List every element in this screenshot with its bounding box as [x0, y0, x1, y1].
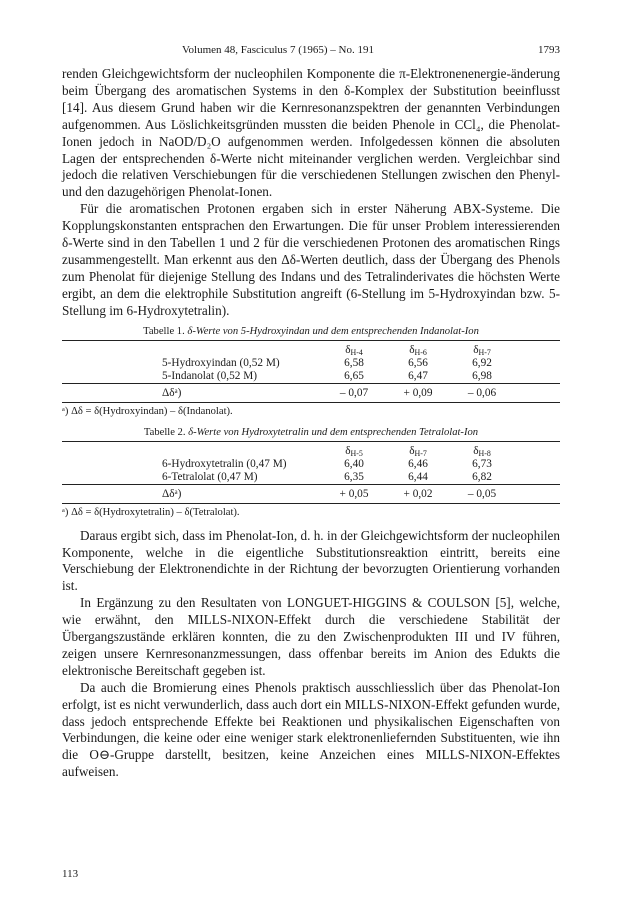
paragraph-3: Daraus ergibt sich, dass im Phenolat-Ion, d. h. in der Gleichgewichtsform der nucleophilen Komponente, welche in die eigentliche Substitutionsreaktion eintritt, bereits eine Verschiebung der Elektronendichte in der Richtung der bevorzugten Orientierung vorhanden ist.	[62, 527, 560, 594]
column-header: $\delta_{H-5}$	[322, 441, 386, 458]
table-2-title: δ-Werte von Hydroxytetralin und dem entsprechenden Tetralolat-Ion	[188, 426, 479, 438]
table-row: 5-Hydroxyindan (0,52 M) 6,58 6,56 6,92	[162, 356, 492, 369]
paragraph-1: renden Gleichgewichtsform der nucleophilen Komponente die π-Elektronenenergie-änderung beim Übergang des aromatischen Systems in den δ-Komplex der Substitution beeinflusst [14]. Aus diesem Grund haben wir die Kernresonanzspektren der genannten Verbindungen aufgenommen. Aus Löslichkeitsgründen mussten die beiden Phenole in CCl₄, die Phenolat-Ionen jedoch in NaOD/D₂O aufgenommen werden. Infolgedessen können die absoluten Lagen der entsprechenden δ-Werte nicht miteinander verglichen werden. Vergleichbar sind jedoch die relativen Verschiebungen für die verschiedenen Stellungen zwischen den Phenyl- und den dazugehörigen Phenolat-Ionen.	[62, 66, 560, 200]
paragraph-4: In Ergänzung zu den Resultaten von LONGUET-HIGGINS & COULSON [5], welche, wie erwähnt, den MILLS-NIXON-Effekt durch die verschiedene Stabilität der Übergangszustände erklären konnten, die zu den Zwischenprodukten III und IV führen, zeigen unsere Kernresonanzmessungen, dass offenbar bereits im Anion des Edukts die elektronische Bereitschaft gegeben ist.	[62, 595, 560, 678]
table-1	[62, 340, 560, 403]
table-row: 6-Tetralolat (0,47 M) 6,35 6,44 6,82	[62, 471, 560, 485]
column-header: $\delta_{H-7}$	[386, 441, 450, 458]
table-1-caption	[62, 326, 560, 337]
table-row	[62, 340, 560, 357]
table-row-delta: Δδᵃ) – 0,07 + 0,09 – 0,06	[62, 383, 560, 402]
table-2-label: Tabelle 2.	[143, 426, 186, 438]
table-row: 6-Hydroxytetralin (0,47 M) 6,40 6,46 6,73	[162, 457, 492, 470]
column-header: $\delta_{H-4}$	[322, 340, 386, 357]
table-2-footnote: ᵃ) Δδ = δ(Hydroxytetralin) – δ(Tetralolat).	[62, 506, 240, 518]
page-number: 1793	[538, 44, 560, 56]
column-header: $\delta_{H-6}$	[386, 340, 450, 357]
running-head	[62, 44, 560, 56]
column-header: $\delta_{H-8}$	[450, 441, 514, 458]
table-2-caption	[62, 427, 560, 438]
paragraph-2: Für die aromatischen Protonen ergaben sich in erster Näherung ABX-Systeme. Die Kopplungskonstanten entsprachen den Erwartungen. Die für unser Problem interessierenden δ-Werte sind in den Tabellen 1 und 2 für die verschiedenen Protonen des aromatischen Rings zusammengestellt. Man erkennt aus den Δδ-Werten deutlich, dass der Übergang des Phenols zum Phenolat für diejenige Stellung des Indans und des Tetralinderivates die höchsten Werte ergibt, an dem die elektrophile Substitution angreift (6-Stellung im 5-Hydroxyindan bzw. 5-Stellung im 6-Hydroxytetralin).	[62, 201, 560, 318]
table-row	[62, 441, 560, 458]
table-1-title: δ-Werte von 5-Hydroxyindan und dem entsprechenden Indanolat-Ion	[187, 325, 479, 337]
table-row-delta: Δδᵃ) + 0,05 + 0,02 – 0,05	[62, 484, 560, 503]
running-title: Volumen 48, Fasciculus 7 (1965) – No. 191	[182, 44, 374, 56]
paragraph-5: Da auch die Bromierung eines Phenols praktisch ausschliesslich über das Phenolat-Ion erfolgt, ist es nicht verwunderlich, dass auch dort ein MILLS-NIXON-Effekt gefunden wurde, dass jedoch entsprechende Effekte bei Reaktionen und physikalischen Eigenschaften von Verbindungen, die keine oder eine weniger stark elektronenliefernden Substituenten, wie ihn die O⊖-Gruppe darstellt, besitzen, keine Anzeichen eines MILLS-NIXON-Effektes aufweisen.	[62, 679, 560, 780]
table-1-footnote: ᵃ) Δδ = δ(Hydroxyindan) – δ(Indanolat).	[62, 405, 233, 417]
table-2	[62, 441, 560, 504]
column-header: $\delta_{H-7}$	[450, 340, 514, 357]
table-1-label: Tabelle 1.	[143, 325, 185, 337]
table-row: 5-Indanolat (0,52 M) 6,65 6,47 6,98	[62, 370, 560, 384]
signature-mark: 113	[62, 868, 79, 880]
